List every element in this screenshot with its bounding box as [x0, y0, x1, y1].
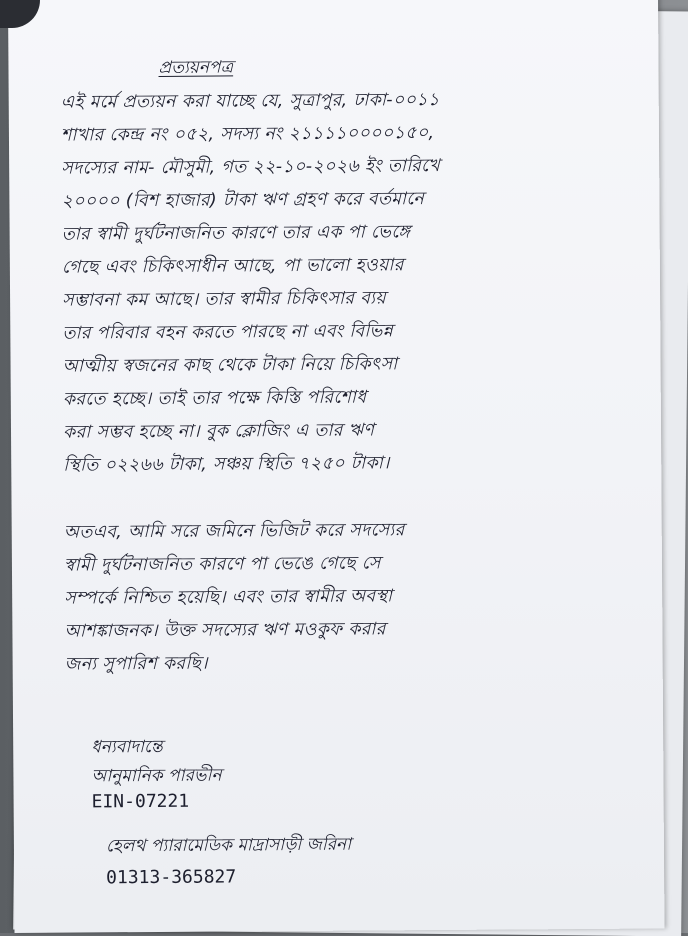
closing-line: অতএব, আমি সরে জমিনে ভিজিট করে সদস্যের: [63, 520, 405, 543]
phone-number: 01313-365827: [106, 866, 237, 889]
body-line: তার স্বামী দুর্ঘটনাজনিত কারণে তার এক পা ভেঙ্গে: [61, 222, 411, 245]
body-line: সদস্যের নাম- মৌসুমী, গত ২২-১০-২০২৬ ইং তারিখে: [61, 155, 441, 179]
body-line: স্থিতি ০২২৬৬ টাকা, সঞ্চয় স্থিতি ৭২৫০ টাকা।: [63, 453, 390, 476]
closing-line: জন্য সুপারিশ করছি।: [64, 653, 208, 675]
body-line: শাখার কেন্দ্র নং ০৫২, সদস্য নং ২১১১১০০০০১৫০,: [60, 123, 435, 146]
body-line: গেছে এবং চিকিৎসাধীন আছে, পা ভালো হওয়ার: [61, 255, 404, 278]
body-line: করা সম্ভব হচ্ছে না। বুক ক্লোজিং এ তার ঋণ: [62, 420, 375, 443]
letter-sheet: [8, 0, 664, 933]
closing-line: সম্পর্কে নিশ্চিত হয়েছি। এবং তার স্বামীর অবস্থা: [64, 586, 393, 609]
body-line: তার পরিবার বহন করতে পারছে না এবং বিভিন্ন: [62, 321, 394, 344]
body-line: করতে হচ্ছে। তাই তার পক্ষে কিস্তি পরিশোধ: [62, 387, 367, 410]
ein-number: EIN-07221: [91, 790, 190, 813]
body-line: এই মর্মে প্রত্যয়ন করা যাচ্ছে যে, সুত্রাপুর, ঢাকা-০০১১: [60, 89, 440, 113]
body-line: আত্মীয় স্বজনের কাছ থেকে টাকা নিয়ে চিকিৎসা: [62, 354, 398, 377]
body-line: ২০০০০ (বিশ হাজার) টাকা ঋণ গ্রহণ করে বর্তমানে: [61, 189, 425, 212]
signoff-text: ধন্যবাদান্তে: [91, 736, 163, 758]
designation-text: হেলথ প্যারামেডিক মাদ্রাসাড়ী জরিনা: [105, 834, 352, 857]
closing-line: স্বামী দুর্ঘটনাজনিত কারণে পা ভেঙে গেছে সে: [63, 553, 381, 576]
letter-title: প্রত্যয়নপত্র: [158, 57, 234, 78]
closing-line: আশঙ্কাজনক। উক্ত সদস্যের ঋণ মওকুফ করার: [64, 619, 386, 642]
body-line: সম্ভাবনা কম আছে। তার স্বামীর চিকিৎসার ব্যয়: [62, 288, 386, 311]
signature-name: আনুমানিক পারভীন: [91, 765, 222, 787]
